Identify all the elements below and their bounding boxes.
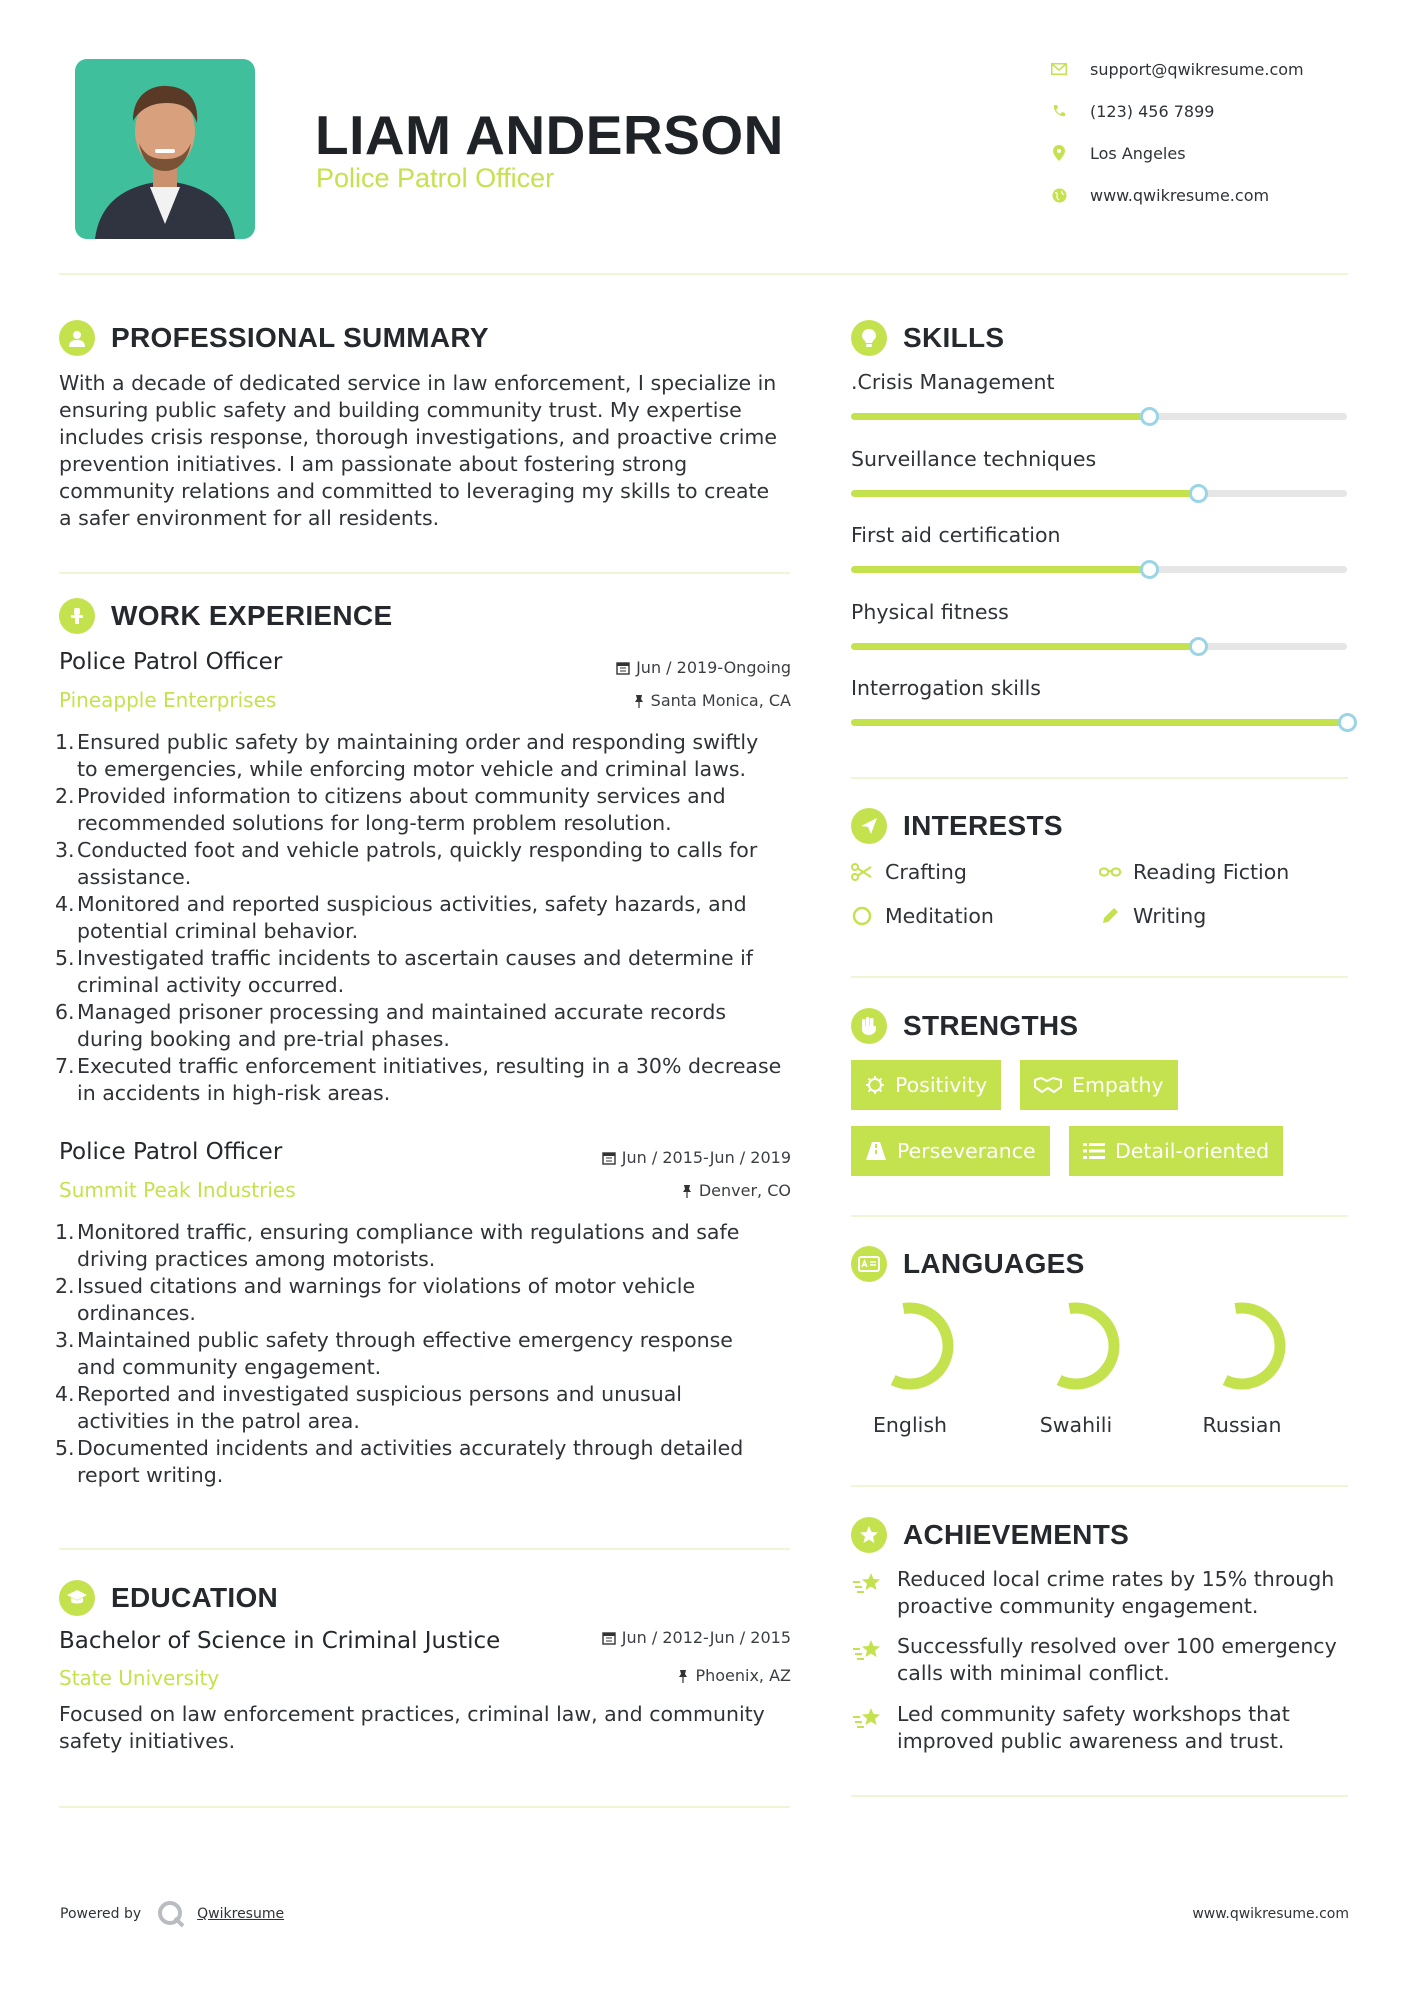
achievement-line: Led community safety workshops that [897,1702,1290,1726]
skill-bar [851,413,1347,420]
lightbulb-icon [851,320,887,356]
job-title: Police Patrol Officer [59,649,283,675]
education-location-text: Phoenix, AZ [695,1666,791,1685]
strength-label: Detail-oriented [1115,1139,1270,1163]
summary-line: ensuring public safety and building community trust. My expertise [59,398,742,422]
list-item: 1. Monitored traffic, ensuring compliance with regulations and safe driving practices among motorists. [55,1220,740,1271]
achievements-divider [851,1795,1348,1797]
list-item: 3. Conducted foot and vehicle patrols, quickly responding to calls for assistance. [55,838,758,889]
bullet-line: recommended solutions for long-term problem resolution. [77,811,672,835]
summary-heading-text: PROFESSIONAL SUMMARY [111,322,489,353]
circle-icon [851,905,873,927]
achievement-item [851,1701,1337,1755]
contact-email[interactable] [1050,57,1380,81]
contact-phone-text: (123) 456 7899 [1090,101,1215,121]
bullet-line: in accidents in high-risk areas. [77,1081,391,1105]
skills-heading [851,320,1004,356]
skill-level-handle [1189,637,1208,656]
skill-bar-fill [851,566,1149,573]
job-company: Pineapple Enterprises [59,688,277,712]
user-icon [59,320,95,356]
bullet-line: Conducted foot and vehicle patrols, quickly responding to calls for [77,838,758,862]
glasses-icon [1099,861,1121,883]
bullet-line: Reported and investigated suspicious persons and unusual [77,1382,683,1406]
bullet-line: activities in the patrol area. [77,1409,360,1433]
summary-line: a safer environment for all residents. [59,506,440,530]
list-item: 2. Issued citations and warnings for violations of motor vehicle ordinances. [55,1274,696,1325]
achievement-line: proactive community engagement. [897,1594,1259,1618]
interest-reading-fiction [1099,860,1289,884]
job-title: Police Patrol Officer [59,1139,283,1165]
job-location-text: Santa Monica, CA [650,691,791,710]
work-divider [59,1548,790,1550]
bullet-line: criminal activity occurred. [77,973,345,997]
bullet-line: Managed prisoner processing and maintained accurate records [77,1000,727,1024]
achievement-line: calls with minimal conflict. [897,1661,1170,1685]
bullet-line: during booking and pre-trial phases. [77,1027,450,1051]
skill-bar-fill [851,413,1149,420]
skill-bar [851,566,1347,573]
job-dates [602,1148,791,1167]
job-dates-text: Jun / 2019-Ongoing [636,658,791,677]
list-icon [1083,1142,1105,1160]
shooting-star-icon [851,1570,885,1600]
bullet-line: ordinances. [77,1301,196,1325]
education-line: safety initiatives. [59,1729,236,1753]
bullet-line: Issued citations and warnings for violations of motor vehicle [77,1274,696,1298]
briefcase-icon [59,598,95,634]
language-name: English [872,1413,948,1437]
fist-icon [851,1008,887,1044]
skills-divider [851,777,1348,779]
bullet-line: Documented incidents and activities accurately through detailed [77,1436,744,1460]
job-company: Summit Peak Industries [59,1178,296,1202]
job-location [633,691,791,710]
sun-icon [865,1075,885,1095]
strength-detail-oriented [1069,1126,1283,1176]
skill-level-handle [1189,484,1208,503]
strength-label: Perseverance [897,1139,1036,1163]
achievement-item [851,1633,1337,1687]
summary-heading [59,320,489,356]
location-pin-icon [1050,144,1068,162]
education-description [59,1701,799,1755]
skills-heading-text: SKILLS [903,322,1005,353]
education-line: Focused on law enforcement practices, criminal law, and community [59,1702,765,1726]
pushpin-icon [633,694,645,708]
summary-line: includes crisis response, thorough investigations, and proactive crime [59,425,778,449]
job-bullets [55,729,799,1107]
strengths-heading-text: STRENGTHS [903,1010,1079,1041]
strength-label: Positivity [895,1073,988,1097]
bullet-line: and community engagement. [77,1355,382,1379]
list-item: 4. Monitored and reported suspicious activities, safety hazards, and potential criminal behavior. [55,892,747,943]
achievement-item [851,1566,1337,1620]
achievement-line: Successfully resolved over 100 emergency [897,1634,1337,1658]
list-item: 6. Managed prisoner processing and maintained accurate records during booking and pre-trial phases. [55,1000,727,1051]
bullet-line: Monitored and reported suspicious activities, safety hazards, and [77,892,747,916]
calendar-icon [602,1631,616,1645]
contact-phone[interactable] [1050,99,1380,123]
star-badge-icon [851,1517,887,1553]
paper-plane-icon [851,808,887,844]
language-ring [1172,1298,1312,1398]
strength-positivity [851,1060,1001,1110]
email-icon [1050,60,1068,78]
education-divider [59,1806,790,1808]
strengths-heading [851,1008,1078,1044]
bullet-line: Ensured public safety by maintaining order and responding swiftly [77,730,759,754]
strength-label: Empathy [1072,1073,1164,1097]
calendar-icon [602,1151,616,1165]
bullet-line: potential criminal behavior. [77,919,359,943]
footer-powered-by [60,1898,284,1930]
job-dates [616,658,791,677]
school-name: State University [59,1666,220,1690]
strength-perseverance [851,1126,1050,1176]
skill-name: Surveillance techniques [851,446,1097,471]
bullet-line: assistance. [77,865,192,889]
contact-website-text: www.qwikresume.com [1090,185,1270,205]
language-name: Swahili [1039,1413,1113,1437]
footer-url[interactable]: www.qwikresume.com [1192,1906,1349,1922]
education-dates-text: Jun / 2012-Jun / 2015 [621,1628,791,1647]
summary-text [59,370,799,532]
shooting-star-icon [851,1705,885,1735]
skill-name: Interrogation skills [851,676,1041,700]
bullet-line: Investigated traffic incidents to ascertain causes and determine if [77,946,753,970]
road-icon [865,1141,887,1161]
summary-line: prevention initiatives. I am passionate about fostering strong [59,452,688,476]
strength-empathy [1020,1060,1178,1110]
profile-photo [75,59,255,239]
list-item: 2. Provided information to citizens about community services and recommended solutions for long-term problem resolution. [55,784,726,835]
qwikresume-logo-icon [155,1898,187,1930]
strengths-divider [851,1215,1348,1217]
skill-name: Physical fitness [851,599,1009,624]
summary-line: community relations and committed to leveraging my skills to create [59,479,770,503]
skill-bar-fill [851,490,1198,497]
graduation-cap-icon [59,1580,95,1616]
skill-level-handle [1338,713,1357,732]
list-item: 7. Executed traffic enforcement initiatives, resulting in a 30% decrease in accidents in high-risk areas. [55,1054,782,1105]
languages-heading [851,1246,1085,1282]
list-item: 5. Investigated traffic incidents to ascertain causes and determine if criminal activity occurred. [55,946,753,997]
candidate-name: LIAM ANDERSON [315,104,784,166]
bullet-line: to emergencies, while enforcing motor vehicle and criminal laws. [77,757,747,781]
interest-label: Crafting [885,860,967,884]
education-dates [602,1628,791,1647]
candidate-title: Police Patrol Officer [316,163,555,193]
interest-label: Reading Fiction [1133,860,1290,884]
list-item: 4. Reported and investigated suspicious persons and unusual activities in the patrol area. [55,1382,683,1433]
contact-location [1050,141,1380,165]
bullet-line: driving practices among motorists. [77,1247,436,1271]
skill-name: First aid certification [851,523,1061,547]
interest-writing [1099,904,1206,928]
interests-divider [851,976,1348,978]
language-name: Russian [1202,1413,1282,1437]
achievement-line: improved public awareness and trust. [897,1729,1285,1753]
calendar-icon [616,661,630,675]
bullet-line: report writing. [77,1463,224,1487]
achievement-line: Reduced local crime rates by 15% through [897,1567,1335,1591]
job-location [681,1181,791,1200]
languages-divider [851,1485,1348,1487]
summary-line: With a decade of dedicated service in law enforcement, I specialize in [59,371,777,395]
list-item: 1. Ensured public safety by maintaining order and responding swiftly to emergencies, while enforcing motor vehicle and criminal laws. [55,730,759,781]
interests-heading [851,808,1063,844]
job-dates-text: Jun / 2015-Jun / 2019 [621,1148,791,1167]
bullet-line: Monitored traffic, ensuring compliance with regulations and safe [77,1220,740,1244]
skill-level-handle [1140,407,1159,426]
summary-divider [59,572,790,574]
scissors-icon [851,861,873,883]
education-heading-text: EDUCATION [111,1582,279,1613]
contact-email-text: support@qwikresume.com [1090,59,1304,79]
education-heading [59,1580,278,1616]
language-ring [840,1298,980,1398]
powered-by-text: Powered by [60,1906,142,1922]
shooting-star-icon [851,1637,885,1667]
skill-level-handle [1140,560,1159,579]
contact-location-text: Los Angeles [1090,143,1186,163]
work-heading [59,598,392,634]
pushpin-icon [681,1184,693,1198]
job-bullets [55,1219,799,1489]
pushpin-icon [677,1669,689,1683]
header-divider [59,273,1348,275]
translate-icon [851,1246,887,1282]
interest-meditation [851,904,994,928]
globe-icon [1050,186,1068,204]
contact-website[interactable] [1050,183,1380,207]
skill-bar-fill [851,719,1347,726]
list-item: 5. Documented incidents and activities accurately through detailed report writing. [55,1436,744,1487]
handshake-icon [1034,1076,1062,1094]
skill-bar-fill [851,643,1198,650]
languages-heading-text: LANGUAGES [903,1248,1085,1279]
list-item: 3. Maintained public safety through effective emergency response and community engagement. [55,1328,733,1379]
achievements-heading [851,1517,1129,1553]
bullet-line: Provided information to citizens about community services and [77,784,726,808]
job-location-text: Denver, CO [698,1181,791,1200]
interest-label: Meditation [885,904,994,928]
achievements-heading-text: ACHIEVEMENTS [903,1519,1130,1550]
pencil-icon [1099,905,1121,927]
language-ring [1006,1298,1146,1398]
skill-bar [851,719,1347,726]
education-location [677,1666,791,1685]
degree-title: Bachelor of Science in Criminal Justice [59,1628,501,1654]
skill-name: .Crisis Management [851,370,1055,394]
phone-icon [1050,102,1068,120]
interest-crafting [851,860,967,884]
brand-link[interactable]: Qwikresume [197,1906,285,1922]
interests-heading-text: INTERESTS [903,810,1063,841]
interest-label: Writing [1133,904,1207,928]
bullet-line: Maintained public safety through effective emergency response [77,1328,733,1352]
work-heading-text: WORK EXPERIENCE [111,600,393,631]
skill-bar [851,643,1347,650]
skill-bar [851,490,1347,497]
bullet-line: Executed traffic enforcement initiatives, resulting in a 30% decrease [77,1054,782,1078]
